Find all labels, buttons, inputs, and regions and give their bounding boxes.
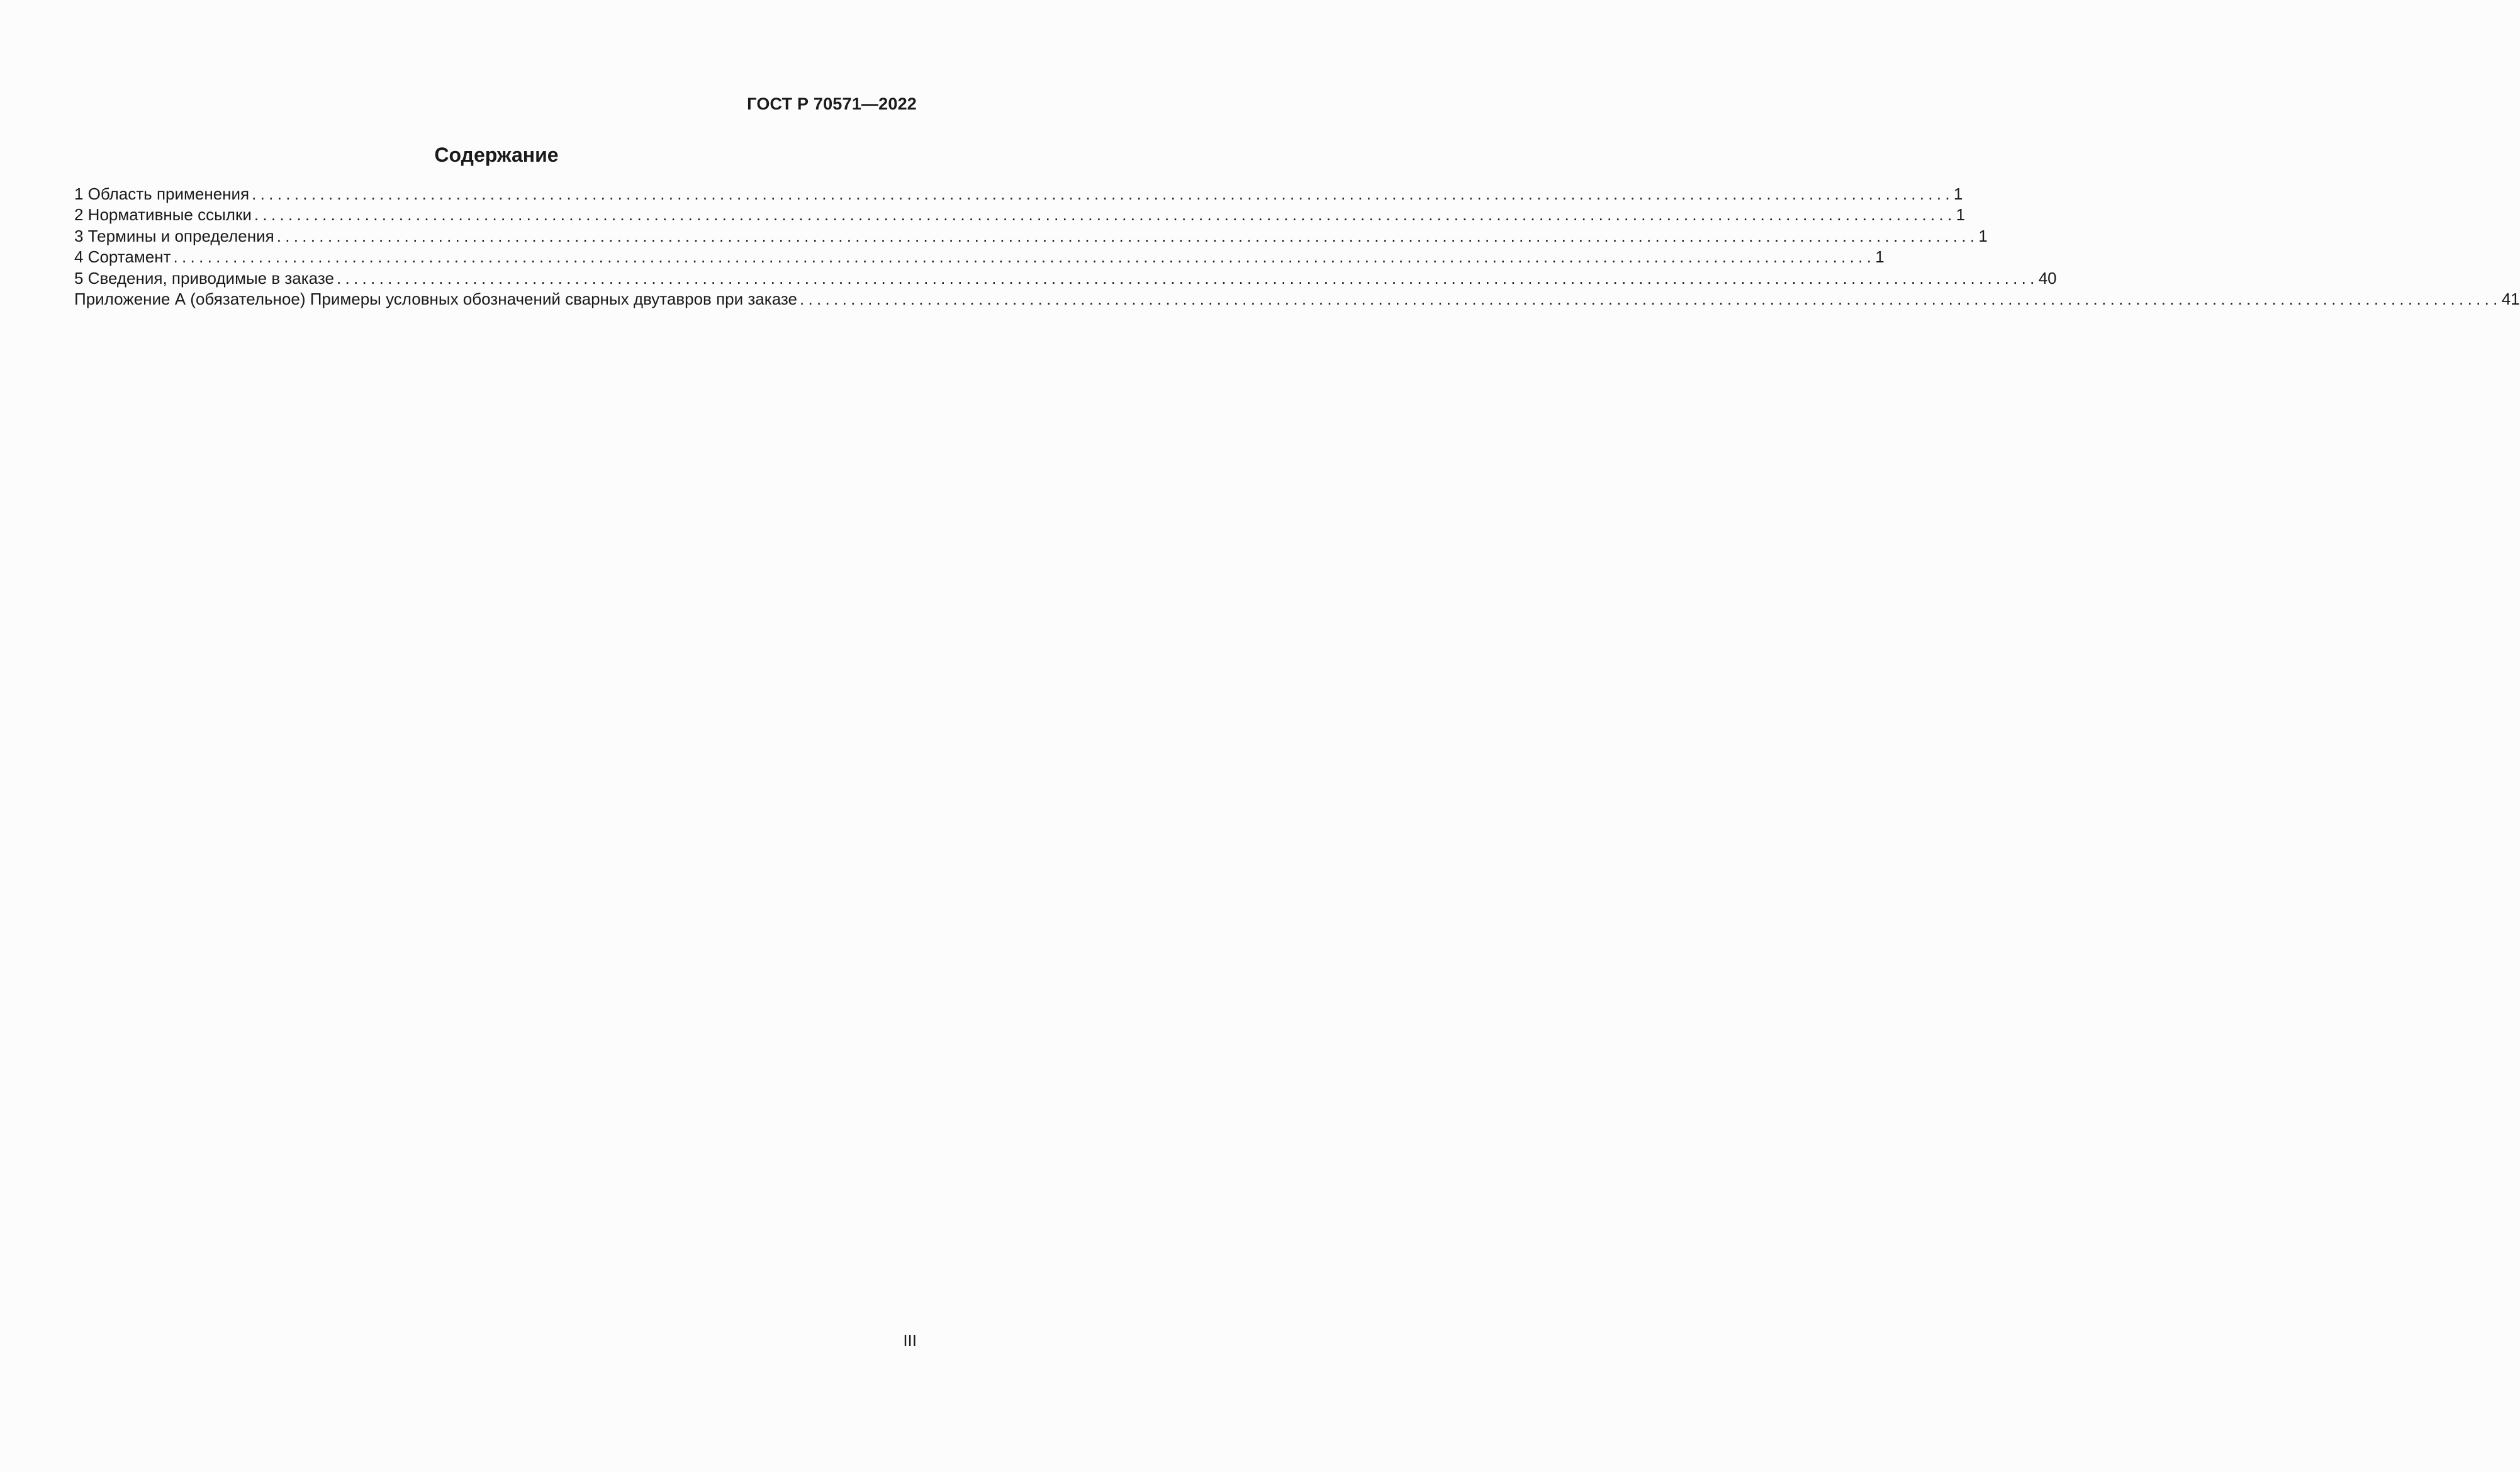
- toc-entry-page: 1: [1978, 226, 1988, 245]
- toc-dot-leader: ........................................................................................................................................................................................................: [173, 247, 1876, 267]
- toc-dot-leader: ........................................................................................................................................................................................................: [276, 226, 1979, 245]
- document-code: ГОСТ Р 70571—2022: [747, 94, 917, 113]
- toc-dot-leader: ........................................................................................................................................................................................................: [799, 289, 2502, 308]
- toc-entry-page: 1: [1875, 247, 1884, 267]
- toc-entry-label: 4 Сортамент: [74, 247, 171, 267]
- toc-entry-page: 1: [1953, 184, 1963, 203]
- table-of-contents: [74, 184, 2520, 310]
- toc-entry[interactable]: [74, 268, 2057, 289]
- page-number: III: [903, 1331, 917, 1350]
- toc-entry-page: 40: [2038, 268, 2057, 288]
- toc-entry-label: 2 Нормативные ссылки: [74, 205, 252, 225]
- toc-entry-label: 5 Сведения, приводимые в заказе: [74, 268, 334, 288]
- toc-entry-label: 1 Область применения: [74, 184, 250, 203]
- toc-entry[interactable]: [74, 289, 2520, 310]
- toc-title: Содержание: [434, 143, 559, 166]
- toc-dot-leader: ........................................................................................................................................................................................................: [252, 184, 1954, 203]
- toc-dot-leader: ........................................................................................................................................................................................................: [336, 268, 2039, 288]
- toc-entry[interactable]: [74, 247, 1884, 267]
- toc-dot-leader: ........................................................................................................................................................................................................: [254, 205, 1956, 225]
- toc-entry-label: 3 Термины и определения: [74, 226, 274, 245]
- toc-entry-page: 41: [2501, 289, 2520, 308]
- toc-entry[interactable]: [74, 184, 1963, 205]
- toc-entry-label: Приложение А (обязательное) Примеры условных обозначений сварных двутавров при заказе: [74, 289, 797, 308]
- toc-entry[interactable]: [74, 205, 1966, 225]
- toc-entry-page: 1: [1956, 205, 1966, 225]
- toc-entry[interactable]: [74, 226, 1988, 247]
